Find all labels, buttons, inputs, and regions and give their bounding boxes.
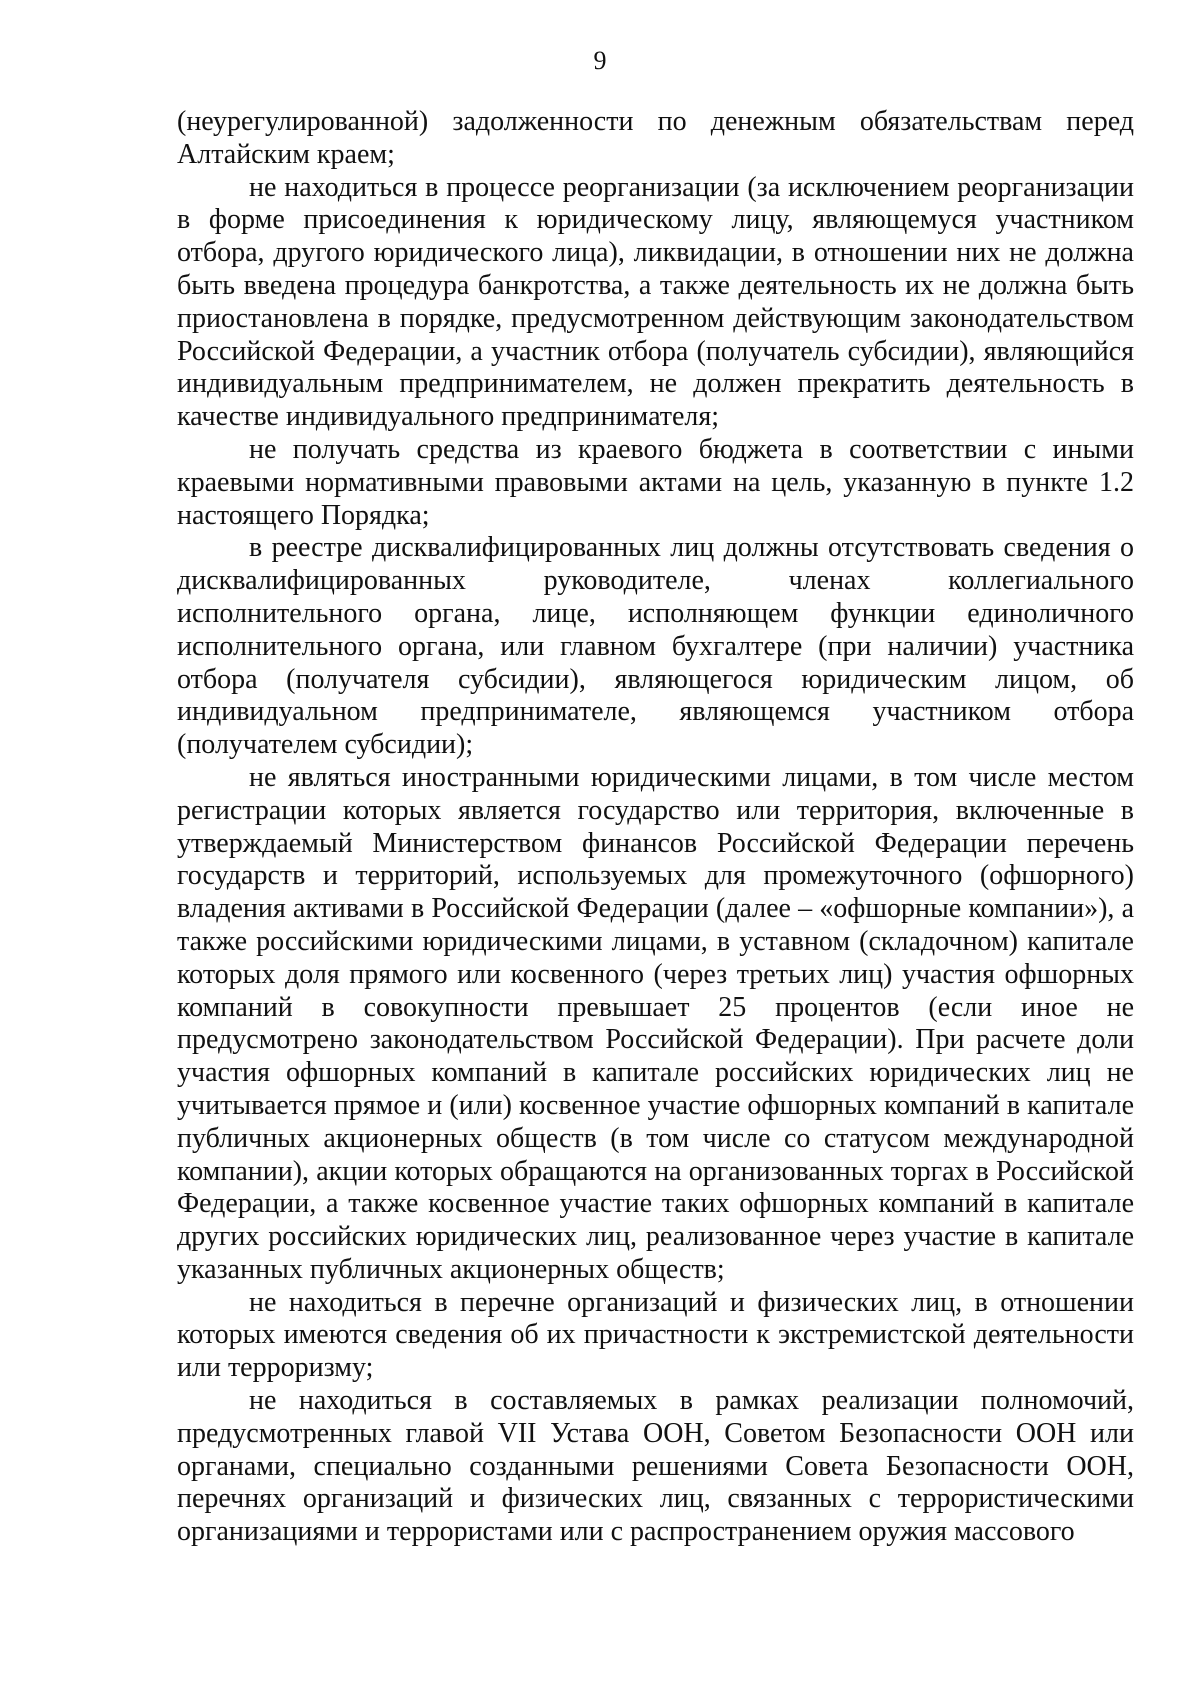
document-body — [177, 106, 1134, 1549]
paragraph-extremism-list: не находиться в перечне организаций и физических лиц, в отношении которых имеются сведения об их причастности к экстремистской деятельности или терроризму; — [177, 1286, 1134, 1384]
paragraph-offshore-companies: не являться иностранными юридическими лицами, в том числе местом регистрации которых является государство или территория, включенные в утверждаемый Министерством финансов Российской Федерации перечень государств и территорий, используемых для промежуточного (офшорного) владения активами в Российской Федерации (далее – «офшорные компании»), а также российскими юридическими лицами, в уставном (складочном) капитале которых доля прямого или косвенного (через третьих лиц) участия офшорных компаний в совокупности превышает 25 процентов (если иное не предусмотрено законодательством Российской Федерации). При расчете доли участия офшорных компаний в капитале российских юридических лиц не учитывается прямое и (или) косвенное участие офшорных компаний в капитале публичных акционерных обществ (в том числе со статусом международной компании), акции которых обращаются на организованных торгах в Российской Федерации, а также косвенное участие таких офшорных компаний в капитале других российских юридических лиц, реализованное через участие в капитале указанных публичных акционерных обществ; — [177, 761, 1134, 1285]
paragraph-debt-continuation: (неурегулированной) задолженности по денежным обязательствам перед Алтайским краем; — [177, 106, 1134, 170]
paragraph-budget-funds: не получать средства из краевого бюджета в соответствии с иными краевыми нормативными правовыми актами на цель, указанную в пункте 1.2 настоящего Порядка; — [177, 433, 1134, 531]
paragraph-un-security-council: не находиться в составляемых в рамках реализации полномочий, предусмотренных главой VII Устава ООН, Советом Безопасности ООН или органами, специально созданными решениями Совета Безопасности ООН, перечнях организаций и физических лиц, связанных с террористическими организациями и террористами или с распространением оружия массового — [177, 1385, 1134, 1548]
page-number: 9 — [593, 46, 607, 75]
paragraph-reorganization: не находиться в процессе реорганизации (за исключением реорганизации в форме присоединения к юридическому лицу, являющемуся участником отбора, другого юридического лица), ликвидации, в отношении них не должна быть введена процедура банкротства, а также деятельность их не должна быть приостановлена в порядке, предусмотренном действующим законодательством Российской Федерации, а участник отбора (получатель субсидии), являющийся индивидуальным предпринимателем, не должен прекратить деятельность в качестве индивидуального предпринимателя; — [177, 171, 1134, 433]
paragraph-disqualified-registry: в реестре дисквалифицированных лиц должны отсутствовать сведения о дисквалифицированных руководителе, членах коллегиального исполнительного органа, лице, исполняющем функции единоличного исполнительного органа, или главном бухгалтере (при наличии) участника отбора (получателя субсидии), являющегося юридическим лицом, об индивидуальном предпринимателе, являющемся участником отбора (получателем субсидии); — [177, 532, 1134, 761]
